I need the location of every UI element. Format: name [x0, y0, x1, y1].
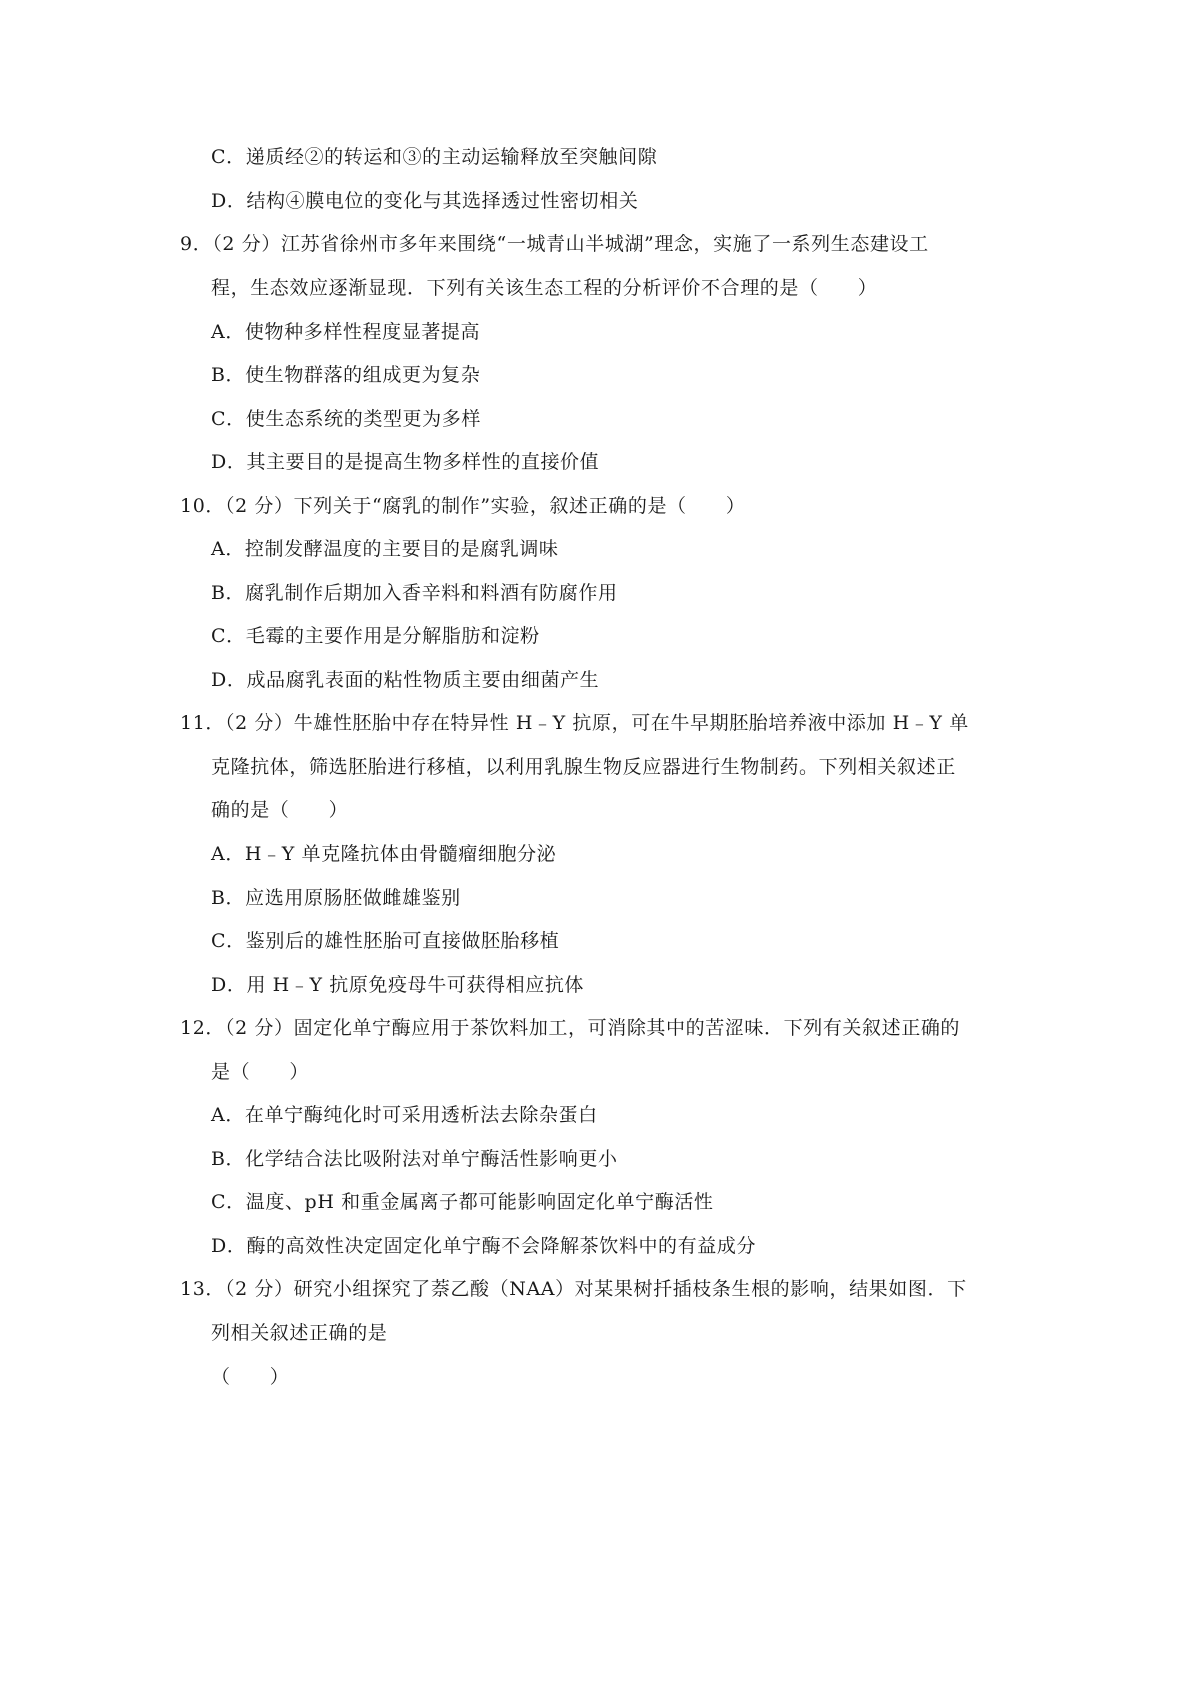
option-label: C． [211, 408, 246, 430]
option-text: H﹣Y 单克隆抗体由骨髓瘤细胞分泌 [244, 843, 557, 865]
question-11-option-b [211, 885, 461, 911]
question-text: （2 分）牛雄性胚胎中存在特异性 H﹣Y 抗原，可在牛早期胚胎培养液中添加 H﹣Y 单 [224, 712, 969, 734]
question-number: 10． [180, 495, 225, 517]
option-label: B． [211, 887, 246, 909]
question-number: 12． [180, 1017, 225, 1039]
option-text: 使物种多样性程度显著提高 [244, 321, 481, 343]
option-label: A． [211, 1104, 245, 1126]
question-11-option-c [211, 928, 559, 954]
option-text: 其主要目的是提高生物多样性的直接价值 [246, 451, 600, 473]
question-11-stem-line-2 [211, 754, 956, 780]
question-text: 程，生态效应逐渐显现．下列有关该生态工程的分析评价不合理的是（ ） [211, 277, 878, 299]
question-number: 13． [180, 1278, 225, 1300]
option-label: A． [211, 321, 245, 343]
question-text: （2 分）固定化单宁酶应用于茶饮料加工，可消除其中的苦涩味．下列有关叙述正确的 [224, 1017, 961, 1039]
option-label: B． [211, 364, 246, 386]
question-12-stem-line-2 [211, 1059, 309, 1085]
option-label: A． [211, 538, 245, 560]
question-11-option-a [211, 841, 556, 867]
question-text: （ ） [211, 1366, 290, 1388]
question-11-stem-line-3 [211, 797, 348, 823]
question-number: 9． [180, 233, 213, 255]
option-text: 用 H﹣Y 抗原免疫母牛可获得相应抗体 [246, 974, 585, 996]
option-text: 鉴别后的雄性胚胎可直接做胚胎移植 [245, 930, 560, 952]
question-13-stem-line-2 [211, 1320, 387, 1346]
option-label: D． [211, 451, 247, 473]
option-label: D． [211, 669, 247, 691]
question-text: 确的是（ ） [211, 799, 349, 821]
question-9-stem-line-1 [180, 231, 929, 257]
question-text: （2 分）研究小组探究了萘乙酸（NAA）对某果树扦插枝条生根的影响，结果如图．下 [224, 1278, 967, 1300]
question-11-stem-line-1 [180, 710, 969, 736]
question-9-option-b [211, 362, 480, 388]
option-text: 毛霉的主要作用是分解脂肪和淀粉 [245, 625, 540, 647]
option-text: 酶的高效性决定固定化单宁酶不会降解茶饮料中的有益成分 [246, 1235, 757, 1257]
question-13-stem-line-3 [211, 1364, 289, 1390]
question-9-option-a [211, 319, 480, 345]
question-12-option-b [211, 1146, 618, 1172]
option-label: B． [211, 1148, 246, 1170]
option-text: 温度、pH 和重金属离子都可能影响固定化单宁酶活性 [245, 1191, 714, 1213]
option-label: D． [211, 1235, 247, 1257]
option-text: 应选用原肠胚做雌雄鉴别 [245, 887, 461, 909]
option-d-prev [211, 188, 638, 214]
option-text: 控制发酵温度的主要目的是腐乳调味 [244, 538, 559, 560]
question-10-option-c [211, 623, 540, 649]
question-10-stem-line-1 [180, 493, 745, 519]
option-label: D． [211, 190, 247, 212]
question-9-option-d [211, 449, 599, 475]
question-12-option-a [211, 1102, 598, 1128]
question-text: （2 分）下列关于“腐乳的制作”实验，叙述正确的是（ ） [224, 495, 746, 517]
option-text: 化学结合法比吸附法对单宁酶活性影响更小 [245, 1148, 618, 1170]
option-c-prev [211, 144, 657, 170]
option-text: 腐乳制作后期加入香辛料和料酒有防腐作用 [245, 582, 618, 604]
question-10-option-d [211, 667, 599, 693]
option-label: C． [211, 625, 246, 647]
question-text: （2 分）江苏省徐州市多年来围绕“一城青山半城湖”理念，实施了一系列生态建设工 [212, 233, 929, 255]
option-label: D． [211, 974, 247, 996]
option-text: 使生态系统的类型更为多样 [245, 408, 481, 430]
question-11-option-d [211, 972, 584, 998]
question-10-option-b [211, 580, 618, 606]
question-9-option-c [211, 406, 481, 432]
option-text: 结构④膜电位的变化与其选择透过性密切相关 [246, 190, 639, 212]
option-label: C． [211, 146, 246, 168]
option-text: 在单宁酶纯化时可采用透析法去除杂蛋白 [244, 1104, 598, 1126]
question-12-option-c [211, 1189, 714, 1215]
option-text: 使生物群落的组成更为复杂 [245, 364, 481, 386]
option-text: 成品腐乳表面的粘性物质主要由细菌产生 [246, 669, 600, 691]
question-12-stem-line-1 [180, 1015, 960, 1041]
question-12-option-d [211, 1233, 756, 1259]
option-label: C． [211, 930, 246, 952]
option-label: C． [211, 1191, 246, 1213]
question-10-option-a [211, 536, 559, 562]
question-text: 是（ ） [211, 1061, 310, 1083]
option-label: A． [211, 843, 245, 865]
question-text: 克隆抗体，筛选胚胎进行移植，以利用乳腺生物反应器进行生物制药。下列相关叙述正 [211, 756, 956, 778]
option-text: 递质经②的转运和③的主动运输释放至突触间隙 [245, 146, 658, 168]
question-number: 11． [180, 712, 225, 734]
question-13-stem-line-1 [180, 1276, 967, 1302]
question-text: 列相关叙述正确的是 [211, 1322, 388, 1344]
question-9-stem-line-2 [211, 275, 877, 301]
option-label: B． [211, 582, 246, 604]
